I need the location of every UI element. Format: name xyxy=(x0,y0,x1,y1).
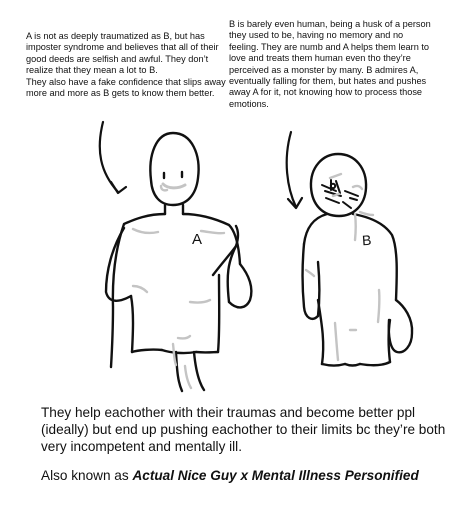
arrow-to-a-head xyxy=(111,182,126,193)
character-b-description: B is barely even human, being a husk of a person they used to be, having no memory and no feeling. They are numb and A helps them learn to love and treats them human even tho they’re perceived as a monster by many. B admires A, eventually falling for them, but hates and pushes away A for it, not knowing how to process those emotions. xyxy=(229,19,431,109)
character-a-letter: A xyxy=(192,231,203,248)
caption-aka-title: Actual Nice Guy x Mental Illness Personified xyxy=(132,468,419,483)
caption-main: They help eachother with their traumas and become better ppl (ideally) but end up pushing eachother to their limits bc they’re both very incompetent and mentally ill. xyxy=(41,405,446,454)
arrow-to-b xyxy=(287,132,296,207)
arrow-to-a xyxy=(100,122,118,192)
character-a-description: A is not as deeply traumatized as B, but has imposter syndrome and believes that all of their good deeds are selfish and awful. They don’t realize that they mean a lot to B. They also have a fake confidence that slips away more and more as B gets to know them better. xyxy=(26,31,226,99)
character-b-letter: B xyxy=(361,231,372,249)
caption-aka xyxy=(41,467,461,484)
character-a-smile xyxy=(163,184,185,188)
character-a-head xyxy=(150,133,198,205)
character-a-figure xyxy=(106,133,251,391)
caption-aka-prefix: Also known as xyxy=(41,468,133,483)
